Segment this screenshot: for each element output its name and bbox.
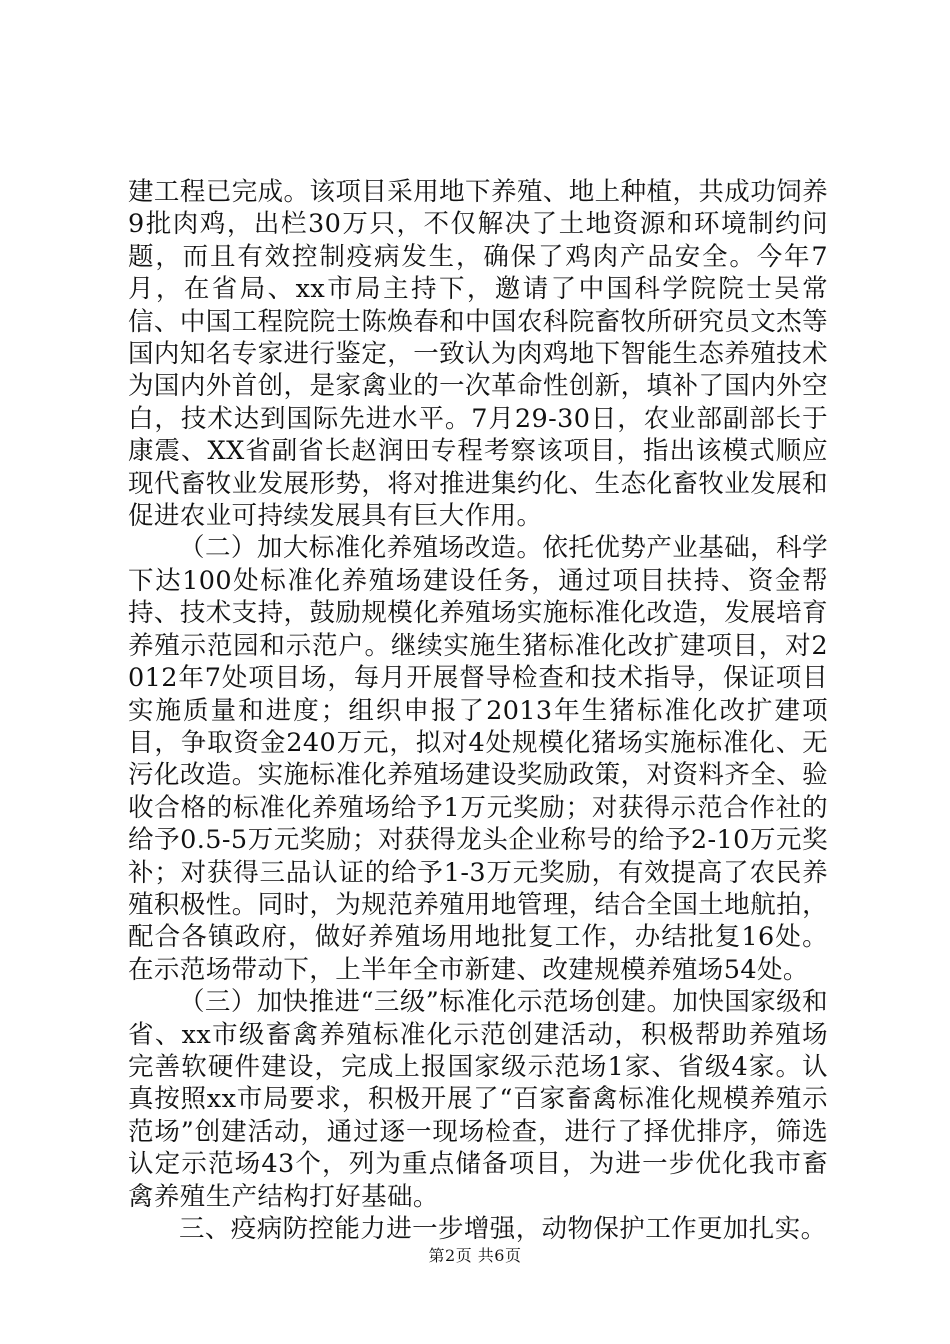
paragraph-demo-farms: （三）加快推进“三级”标准化示范场创建。加快国家级和省、xx市级畜禽养殖标准化示范创建活动，积极帮助养殖场完善软硬件建设，完成上报国家级示范场1家、省级4家。认真按照xx市局要求，积极开展了“百家畜禽标准化规模养殖示范场”创建活动，通过逐一现场检查，进行了择优排序，筛选认定示范场43个，列为重点储备项目，为进一步优化我市畜禽养殖生产结构打好基础。 xyxy=(128,987,828,1212)
section-heading-disease-control: 三、疫病防控能力进一步增强，动物保护工作更加扎实。 xyxy=(179,1214,827,1244)
paragraph-standardization: （二）加大标准化养殖场改造。依托优势产业基础，科学下达100处标准化养殖场建设任务，通过项目扶持、资金帮持、技术支持，鼓励规模化养殖场实施标准化改造，发展培育养殖示范园和示范户。继续实施生猪标准化改扩建项目，对2012年7处项目场，每月开展督导检查和技术指导，保证项目实施质量和进度；组织申报了2013年生猪标准化改扩建项目，争取资金240万元，拟对4处规模化猪场实施标准化、无污化改造。实施标准化养殖场建设奖励政策，对资料齐全、验收合格的标准化养殖场给予1万元奖励；对获得示范合作社的给予0.5-5万元奖励；对获得龙头企业称号的给予2-10万元奖补；对获得三品认证的给予1-3万元奖励，有效提高了农民养殖积极性。同时，为规范养殖用地管理，结合全国土地航拍，配合各镇政府，做好养殖场用地批复工作，办结批复16处。在示范场带动下，上半年全市新建、改建规模养殖场54处。 xyxy=(128,533,828,985)
page-number-footer: 第2页 共6页 xyxy=(428,1246,522,1265)
document-body xyxy=(128,176,828,1245)
paragraph-continuation: 建工程已完成。该项目采用地下养殖、地上种植，共成功饲养9批肉鸡，出栏30万只，不仅解决了土地资源和环境制约问题，而且有效控制疫病发生，确保了鸡肉产品安全。今年7月，在省局、xx市局主持下，邀请了中国科学院院士吴常信、中国工程院院士陈焕春和中国农科院畜牧所研究员文杰等国内知名专家进行鉴定，一致认为肉鸡地下智能生态养殖技术为国内外首创，是家禽业的一次革命性创新，填补了国内外空白，技术达到国际先进水平。7月29-30日，农业部副部长于康震、XX省副省长赵润田专程考察该项目，指出该模式顺应现代畜牧业发展形势，将对推进集约化、生态化畜牧业发展和促进农业可持续发展具有巨大作用。 xyxy=(128,177,828,532)
